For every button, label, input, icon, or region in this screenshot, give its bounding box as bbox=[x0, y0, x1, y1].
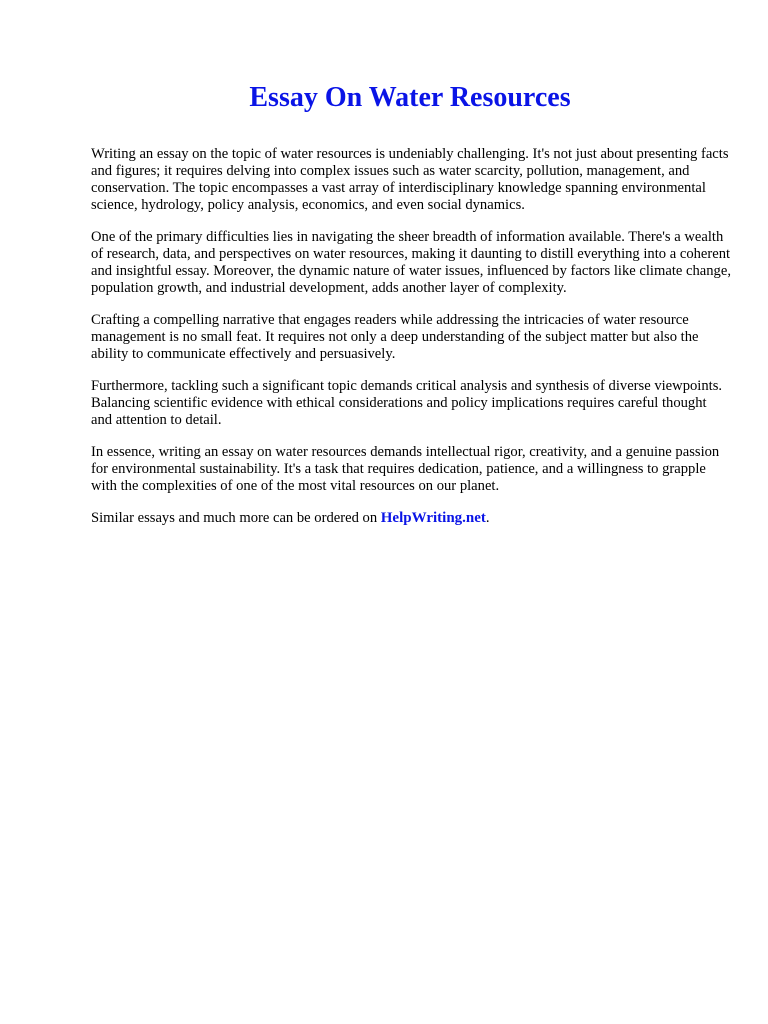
closing-suffix: . bbox=[485, 510, 490, 526]
paragraph-2: One of the primary difficulties lies in navigating the sheer breadth of information available. There's a wealth of research, data, and perspectives on water resources, making it daunting to distill everything into a coherent and insightful essay. Moreover, the dynamic nature of water issues, influenced by factors like climate change, population growth, and industrial development, adds another layer of complexity. bbox=[91, 229, 731, 296]
paragraph-4: Furthermore, tackling such a significant topic demands critical analysis and synthesis of diverse viewpoints. Balancing scientific evidence with ethical considerations and policy implications requires careful thought and attention to detail. bbox=[91, 378, 723, 428]
paragraph-3: Crafting a compelling narrative that engages readers while addressing the intricacies of water resource management is no small feat. It requires not only a deep understanding of the subject matter but also the ability to communicate effectively and persuasively. bbox=[91, 312, 699, 362]
closing-prefix: Similar essays and much more can be ordered on bbox=[91, 510, 381, 526]
essay-body bbox=[91, 146, 731, 542]
paragraph-5: In essence, writing an essay on water resources demands intellectual rigor, creativity, and a genuine passion for environmental sustainability. It's a task that requires dedication, patience, and a willingness to grapple with the complexities of one of the most vital resources on our planet. bbox=[91, 444, 720, 494]
helpwriting-link[interactable]: HelpWriting.net bbox=[380, 510, 486, 526]
page-title: Essay On Water Resources bbox=[249, 82, 571, 113]
closing-paragraph bbox=[91, 510, 731, 527]
paragraph-1: Writing an essay on the topic of water resources is undeniably challenging. It's not just about presenting facts and figures; it requires delving into complex issues such as water scarcity, pollution, management, and conservation. The topic encompasses a vast array of interdisciplinary knowledge spanning environmental science, hydrology, policy analysis, economics, and even social dynamics. bbox=[91, 146, 729, 213]
